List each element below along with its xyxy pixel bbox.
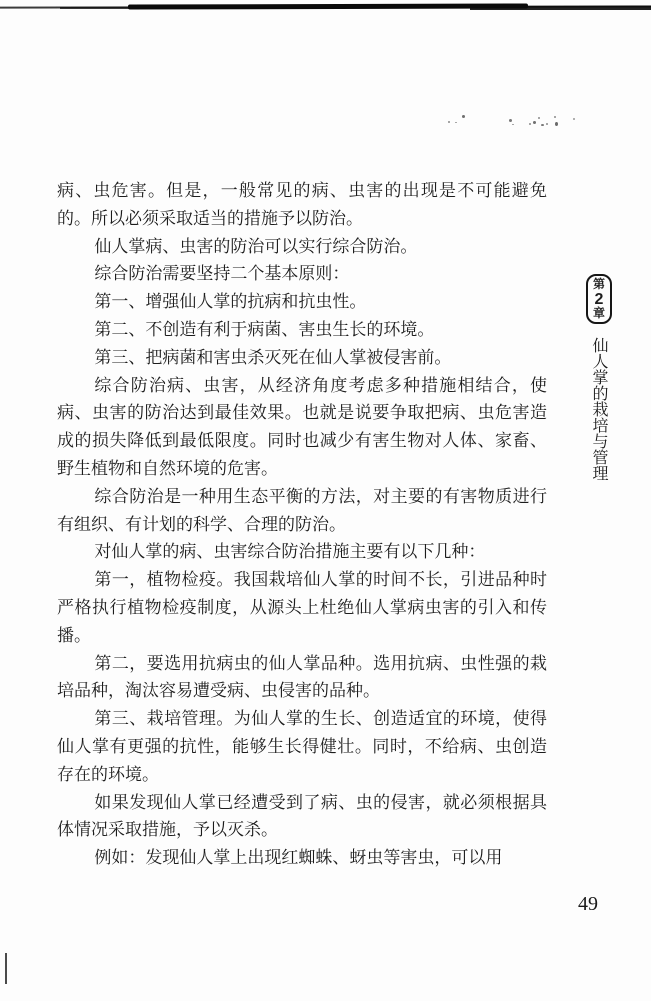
paragraph: 第一、增强仙人掌的抗病和抗虫性。 <box>94 292 367 312</box>
paragraph: 仙人掌病、虫害的防治可以实行综合防治。 <box>94 236 418 256</box>
paragraph: 综合防治是一种用生态平衡的方法，对主要的有害物质进行有组织、有计划的科学、合理的防治。 <box>57 486 547 534</box>
chapter-title: 仙人掌的栽培与管理 <box>590 337 607 481</box>
paragraph: 第一，植物检疫。我国栽培仙人掌的时间不长，引进品种时严格执行植物检疫制度，从源头上杜绝仙人掌病虫害的引入和传播。 <box>57 570 547 645</box>
paragraph: 对仙人掌的病、虫害综合防治措施主要有以下几种： <box>94 542 486 562</box>
paragraph: 综合防治病、虫害，从经济角度考虑多种措施相结合，使病、虫害的防治达到最佳效果。也就是说要争取把病、虫危害造成的损失降低到最低限度。同时也减少有害生物对人体、家畜、野生植物和自然环境的危害。 <box>57 375 547 478</box>
paragraph: 综合防治需要坚持二个基本原则： <box>94 264 350 284</box>
scan-artifact-top-edge <box>0 4 651 14</box>
paragraph: 如果发现仙人掌已经遭受到了病、虫的侵害，就必须根据具体情况采取措施，予以灭杀。 <box>57 792 547 840</box>
scan-edge-segment <box>470 6 651 10</box>
paragraph: 例如：发现仙人掌上出现红蜘蛛、蚜虫等害虫，可以用 <box>94 848 503 868</box>
body-text <box>57 177 547 872</box>
paragraph: 病、虫危害。但是，一般常见的病、虫害的出现是不可能避免的。所以必须采取适当的措施予以防治。 <box>57 181 547 228</box>
paragraph: 第二、不创造有利于病菌、害虫生长的环境。 <box>94 319 435 339</box>
paragraph: 第二，要选用抗病虫的仙人掌品种。选用抗病、虫性强的栽培品种，淘汰容易遭受病、虫侵害的品种。 <box>57 653 547 701</box>
scan-artifact-mark <box>5 953 7 984</box>
chapter-badge <box>586 274 612 324</box>
paragraph: 第三、把病菌和害虫杀灭死在仙人掌被侵害前。 <box>94 347 452 367</box>
chapter-badge-prefix: 第 <box>592 277 605 291</box>
scan-edge-segment <box>128 3 528 9</box>
page-number: 49 <box>578 893 598 915</box>
paragraph: 第三、栽培管理。为仙人掌的生长、创造适宜的环境，使得仙人掌有更强的抗性，能够生长得健壮。同时，不给病、虫创造存在的环境。 <box>57 709 547 784</box>
chapter-badge-suffix: 章 <box>592 306 605 320</box>
scan-edge-segment <box>60 7 150 9</box>
chapter-tab <box>584 274 618 489</box>
chapter-badge-number: 2 <box>594 290 604 308</box>
